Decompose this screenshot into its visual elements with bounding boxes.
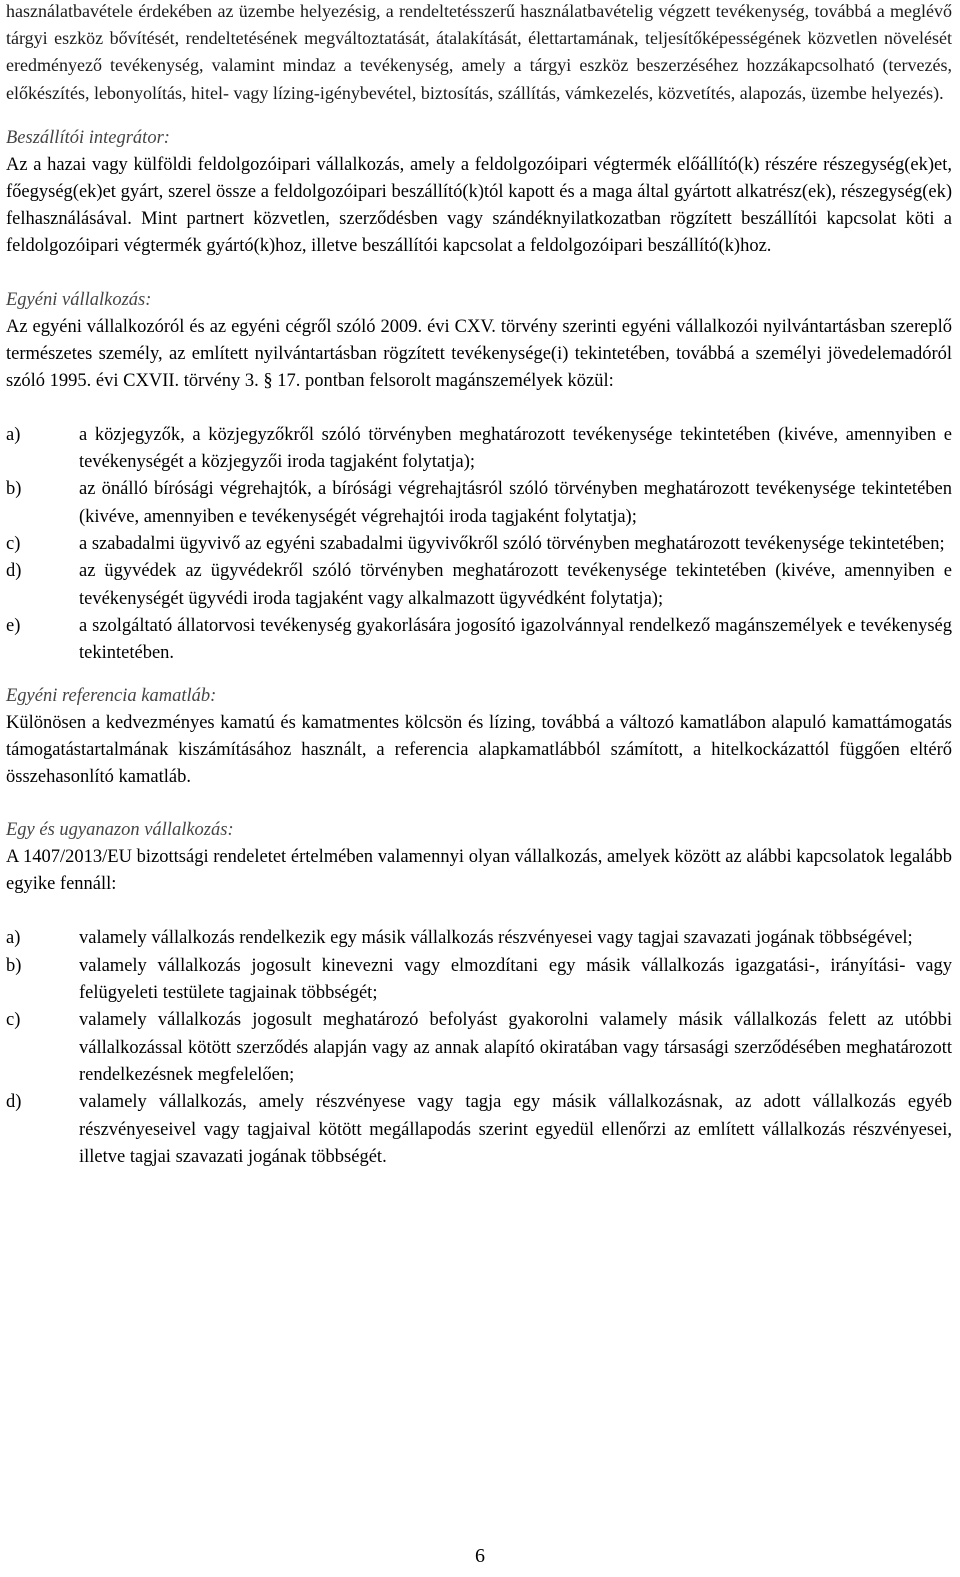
list-item-text: a szolgáltató állatorvosi tevékenység gyakorlására jogosító igazolvánnyal rendelkező magánszemélyek e tevékenység tekintetében. — [79, 615, 952, 664]
list-marker: d) — [6, 1092, 22, 1113]
list-item — [6, 422, 952, 477]
list-item — [6, 953, 952, 1008]
list-marker: b) — [6, 955, 22, 976]
paragraph-beszallitoi-integrator: Az a hazai vagy külföldi feldolgozóipari vállalkozás, amely a feldolgozóipari végtermék előállító(k) részére részegység(ek)et, főegység(ek)et gyárt, szerel össze a feldolgozóipari beszállító(k)tól kapott és a maga által gyártott alkatrész(ek), részegység(ek) felhasználásával. Mint partnert közvetlen, szerződésben vagy szándéknyilatkozatban rögzített beszállítói kapcsolat köti a feldolgozóipari végtermék gyártó(k)hoz, illetve beszállítói kapcsolat a feldolgozóipari beszállító(k)hoz. — [6, 154, 952, 256]
list-item — [6, 1007, 952, 1089]
list-item — [6, 531, 952, 558]
list-marker: e) — [6, 615, 21, 636]
heading-egyeni-vallalkozas: Egyéni vállalkozás: — [6, 289, 152, 310]
list-item-text: az önálló bírósági végrehajtók, a bírósági végrehajtásról szóló törvényben meghatározott tevékenysége tekintetében (kivéve, amennyiben e tevékenységét végrehajtói iroda tagjaként folytatja); — [79, 479, 952, 527]
list-item-text: valamely vállalkozás, amely részvényese vagy tagja egy másik vállalkozásnak, az adott vállalkozás egyéb részvényeseivel vagy tagjaival kötött megállapodás szerint egyedül ellenőrzi az említett vállalkozás részvényesei, illetve tagjai szavazati jogának többségét. — [79, 1092, 952, 1167]
list-item — [6, 925, 952, 952]
list-marker: a) — [6, 424, 21, 445]
page-number: 6 — [475, 1545, 485, 1567]
list-marker: c) — [6, 1010, 21, 1031]
list-item — [6, 1089, 952, 1171]
list-item — [6, 558, 952, 613]
list-marker: d) — [6, 561, 22, 582]
paragraph-egy-es-ugyanazon-vallalkozas: A 1407/2013/EU bizottsági rendeletet értelmében valamennyi olyan vállalkozás, amelyek között az alábbi kapcsolatok legalább egyike fennáll: — [6, 847, 952, 895]
list-item-text: valamely vállalkozás jogosult kinevezni vagy elmozdítani egy másik vállalkozás igazgatási-, irányítási- vagy felügyeleti testülete tagjainak többségét; — [79, 955, 952, 1004]
list-item-text: a közjegyzők, a közjegyzőkről szóló törvényben meghatározott tevékenysége tekintetében (kivéve, amennyiben e tevékenységét a közjegyzői iroda tagjaként folytatja); — [79, 424, 952, 473]
intro-paragraph: használatbavétele érdekében az üzembe helyezésig, a rendeltetésszerű használatbavételig végzett tevékenység, továbbá a meglévő tárgyi eszköz bővítését, rendeltetésének megváltoztatását, átalakítását, élettartamának, teljesítőképességének közvetlen növelését eredményező tevékenység, valamint mindaz a tevékenység, amely a tárgyi eszköz beszerzéséhez hozzákapcsolható (tervezés, előkészítés, lebonyolítás, hitel- vagy lízing-igénybevétel, biztosítás, szállítás, vámkezelés, közvetítés, alapozás, üzembe helyezés). — [6, 1, 952, 103]
list-marker: b) — [6, 479, 22, 500]
list-item-text: valamely vállalkozás rendelkezik egy másik vállalkozás részvényesei vagy tagjai szavazati jogának többségével; — [79, 928, 913, 949]
paragraph-egyeni-vallalkozas: Az egyéni vállalkozóról és az egyéni cégről szóló 2009. évi CXV. törvény szerinti egyéni vállalkozói nyilvántartásban szereplő természetes személy, az említett nyilvántartásban rögzített tevékenysége(i) tekintetében, továbbá a személyi jövedelemadóról szóló 1995. évi CXVII. törvény 3. § 17. pontban felsorolt magánszemélyek közül: — [6, 316, 952, 391]
list-egyeni-vallalkozas — [6, 422, 952, 668]
heading-egyeni-referencia-kamatlab: Egyéni referencia kamatláb: — [6, 686, 217, 707]
paragraph-egyeni-referencia-kamatlab: Különösen a kedvezményes kamatú és kamatmentes kölcsön és lízing, továbbá a változó kamatlábon alapuló kamattámogatás támogatástartalmának kiszámításához használt, a referencia alapkamatlábból számított, a hitelkockázattól függően eltérő összehasonlító kamatláb. — [6, 713, 952, 788]
list-item — [6, 476, 952, 531]
list-item-text: valamely vállalkozás jogosult meghatározó befolyást gyakorolni valamely másik vállalkozás felett az utóbbi vállalkozással kötött szerződés alapján vagy az annak alapító okiratában vagy társasági szerződésében meghatározott rendelkezésnek megfelelően; — [79, 1010, 952, 1085]
list-item-text: a szabadalmi ügyvivő az egyéni szabadalmi ügyvivőkről szóló törvényben meghatározott tevékenysége tekintetében; — [79, 534, 945, 554]
section-egy-es-ugyanazon-vallalkozas — [6, 817, 952, 1171]
list-marker: c) — [6, 534, 21, 554]
heading-egy-es-ugyanazon-vallalkozas: Egy és ugyanazon vállalkozás: — [6, 820, 234, 841]
section-egyeni-referencia-kamatlab — [6, 683, 952, 791]
list-egy-es-ugyanazon-vallalkozas — [6, 925, 952, 1171]
heading-beszallitoi-integrator: Beszállítói integrátor: — [6, 127, 170, 148]
document-page — [6, 0, 952, 1171]
section-egyeni-vallalkozas — [6, 287, 952, 668]
list-marker: a) — [6, 928, 21, 949]
section-beszallitoi-integrator — [6, 125, 952, 260]
list-item-text: az ügyvédek az ügyvédekről szóló törvényben meghatározott tevékenysége tekintetében (kivéve, amennyiben e tevékenységét ügyvédi iroda tagjaként vagy alkalmazott ügyvédként folytatja); — [79, 561, 952, 609]
list-item — [6, 613, 952, 668]
